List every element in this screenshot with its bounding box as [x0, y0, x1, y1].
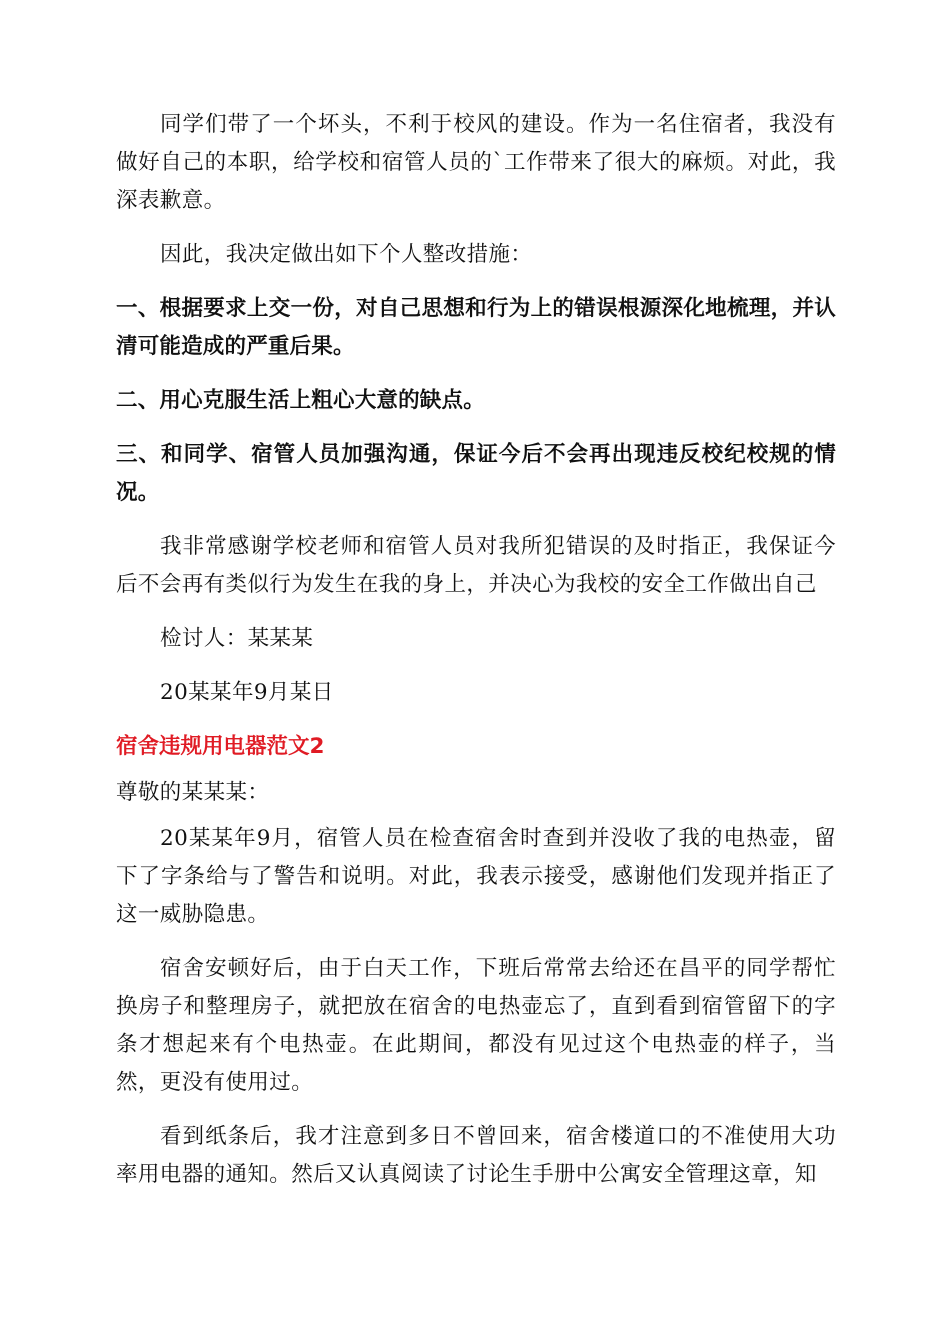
measure-item-1: 一、根据要求上交一份，对自己思想和行为上的错误根源深化地梳理，并认清可能造成的严重后果。	[116, 296, 836, 359]
body-paragraph-3: 看到纸条后，我才注意到多日不曾回来，宿舍楼道口的不准使用大功率用电器的通知。然后又认真阅读了讨论生手册中公寓安全管理这章，知	[116, 1124, 836, 1187]
paragraph-continuation: 同学们带了一个坏头，不利于校风的建设。作为一名住宿者，我没有做好自己的本职，给学校和宿管人员的`工作带来了很大的麻烦。对此，我深表歉意。	[116, 112, 836, 213]
body-paragraph-1: 20某某年9月，宿管人员在检查宿舍时查到并没收了我的电热壶，留下了字条给与了警告和说明。对此，我表示接受，感谢他们发现并指正了这一威胁隐患。	[116, 826, 836, 927]
salutation: 尊敬的某某某：	[116, 780, 270, 805]
date-line: 20某某年9月某日	[160, 680, 334, 705]
body-paragraph-2: 宿舍安顿好后，由于白天工作，下班后常常去给还在昌平的同学帮忙换房子和整理房子，就把放在宿舍的电热壶忘了，直到看到宿管留下的字条才想起来有个电热壶。在此期间，都没有见过这个电热壶的样子，当然，更没有使用过。	[116, 956, 836, 1095]
signer-line: 检讨人：某某某	[160, 626, 314, 651]
closing-paragraph: 我非常感谢学校老师和宿管人员对我所犯错误的及时指正，我保证今后不会再有类似行为发生在我的身上，并决心为我校的安全工作做出自己	[116, 534, 836, 597]
measure-item-2: 二、用心克服生活上粗心大意的缺点。	[116, 388, 485, 413]
section-heading: 宿舍违规用电器范文2	[116, 734, 325, 759]
document-body	[116, 106, 836, 1210]
measure-item-3: 三、和同学、宿管人员加强沟通，保证今后不会再出现违反校纪校规的情况。	[116, 442, 836, 505]
measures-intro: 因此，我决定做出如下个人整改措施：	[160, 242, 533, 267]
